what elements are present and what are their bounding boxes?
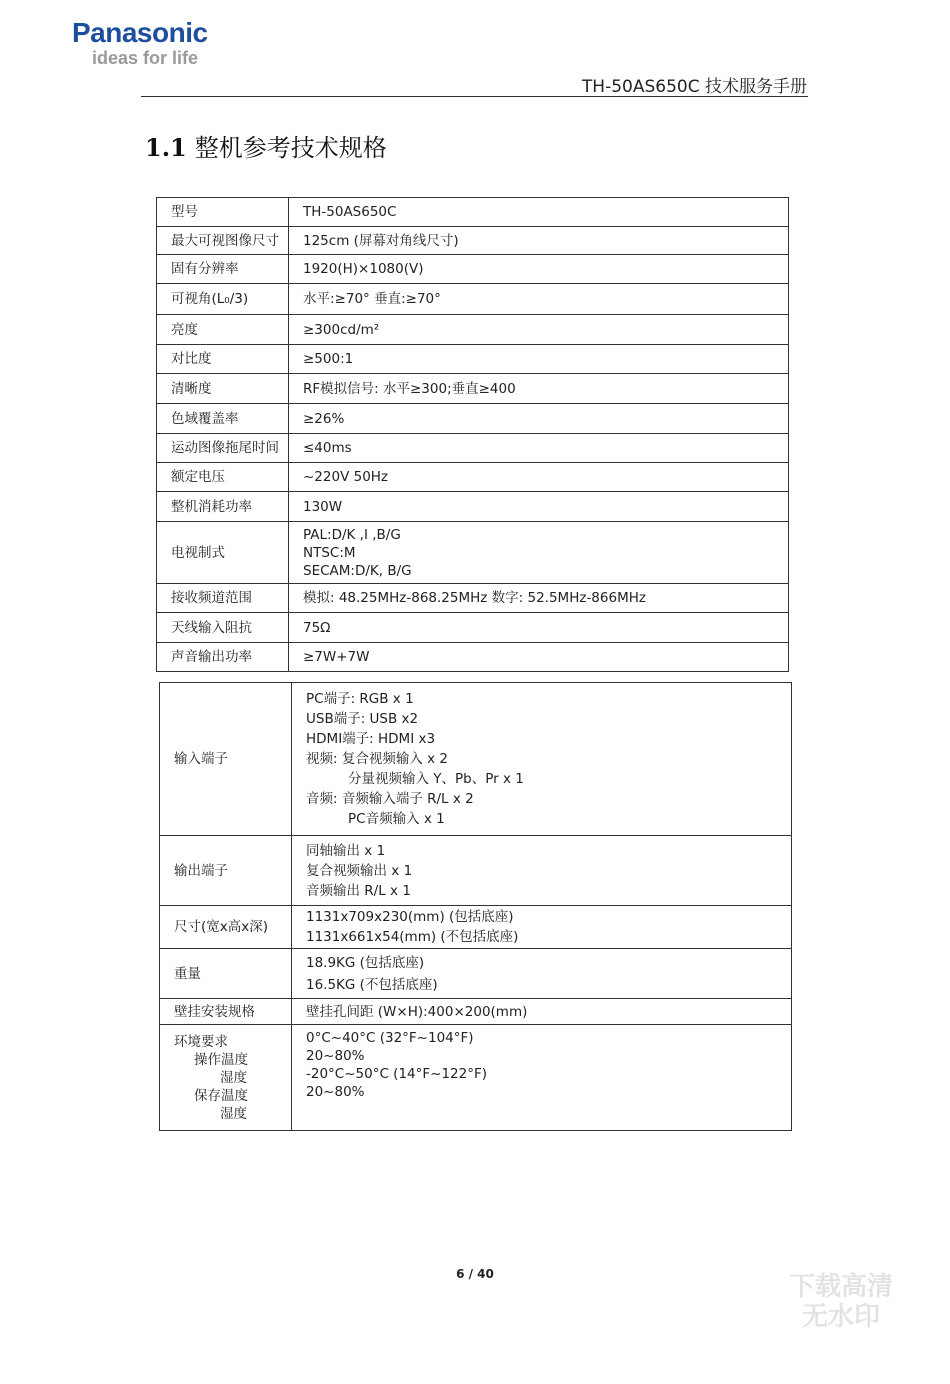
spec-value xyxy=(292,949,792,999)
spec-value: 75Ω xyxy=(289,613,789,643)
spec-label: 天线输入阻抗 xyxy=(157,613,289,643)
section-title: 整机参考技术规格 xyxy=(194,134,387,162)
spec-value xyxy=(292,683,792,836)
watermark xyxy=(786,1272,896,1332)
logo-brand-text: Panasonic xyxy=(72,17,208,48)
spec-label: 固有分辨率 xyxy=(157,255,289,284)
spec-value-line: 分量视频输入 Y、Pb、Pr x 1 xyxy=(348,771,524,787)
table-row xyxy=(157,404,789,434)
spec-value-line: PC音频输入 x 1 xyxy=(348,811,445,827)
watermark-line: 无水印 xyxy=(801,1302,880,1332)
spec-value-line: 20~80% xyxy=(306,1084,365,1100)
spec-label: 声音输出功率 xyxy=(157,643,289,672)
spec-value-line: 1131x661x54(mm) (不包括底座) xyxy=(306,929,519,945)
spec-label: 对比度 xyxy=(157,345,289,374)
section-heading xyxy=(145,128,387,163)
header-divider xyxy=(141,96,808,97)
spec-value: ≥500:1 xyxy=(289,345,789,374)
spec-value xyxy=(292,906,792,949)
spec-value: 130W xyxy=(289,492,789,522)
spec-label: 清晰度 xyxy=(157,374,289,404)
spec-value-line: 视频: 复合视频输入 x 2 xyxy=(306,751,449,767)
table-row xyxy=(160,836,792,906)
table-row xyxy=(160,949,792,999)
table-row xyxy=(157,198,789,227)
spec-label xyxy=(160,1025,292,1131)
spec-value-line: 音频: 音频输入端子 R/L x 2 xyxy=(306,791,474,807)
spec-value-line: 16.5KG (不包括底座) xyxy=(306,976,438,993)
spec-label: 输入端子 xyxy=(160,683,292,836)
spec-label: 运动图像拖尾时间 xyxy=(157,434,289,463)
spec-value-line: 18.9KG (包括底座) xyxy=(306,954,425,971)
table-row xyxy=(157,492,789,522)
spec-value-line: 0°C~40°C (32°F~104°F) xyxy=(306,1030,474,1046)
spec-label: 亮度 xyxy=(157,315,289,345)
spec-table-ports xyxy=(159,682,792,1131)
spec-label: 壁挂安装规格 xyxy=(160,999,292,1025)
panasonic-logo xyxy=(72,18,208,68)
env-sub-label: 湿度 xyxy=(220,1105,247,1122)
spec-value xyxy=(292,1025,792,1131)
watermark-line: 下载高清 xyxy=(788,1272,893,1302)
spec-value-line: 复合视频输出 x 1 xyxy=(306,862,413,879)
spec-label: 色域覆盖率 xyxy=(157,404,289,434)
env-sub-label: 保存温度 xyxy=(194,1087,248,1104)
env-sub-label: 操作温度 xyxy=(194,1051,248,1068)
spec-label: 可视角(L₀/3) xyxy=(157,284,289,315)
spec-label: 接收频道范围 xyxy=(157,584,289,613)
table-row xyxy=(157,374,789,404)
spec-label: 输出端子 xyxy=(160,836,292,906)
spec-label: 额定电压 xyxy=(157,463,289,492)
spec-value: ≤40ms xyxy=(289,434,789,463)
section-number: 1.1 xyxy=(145,133,187,162)
spec-value-line: HDMI端子: HDMI x3 xyxy=(306,731,436,747)
spec-value-line: NTSC:M xyxy=(303,544,356,561)
table-row xyxy=(157,613,789,643)
env-label-title: 环境要求 xyxy=(174,1033,228,1050)
spec-label: 型号 xyxy=(157,198,289,227)
spec-value xyxy=(289,522,789,584)
spec-value: TH-50AS650C xyxy=(289,198,789,227)
logo-tagline: ideas for life xyxy=(92,48,199,68)
spec-value-line: 同轴输出 x 1 xyxy=(306,842,386,859)
spec-value: 模拟: 48.25MHz-868.25MHz 数字: 52.5MHz-866MHz xyxy=(289,584,789,613)
document-title: TH-50AS650C 技术服务手册 xyxy=(581,77,807,97)
spec-value: RF模拟信号: 水平≥300;垂直≥400 xyxy=(289,374,789,404)
table-row xyxy=(160,1025,792,1131)
spec-value: ≥300cd/m² xyxy=(289,315,789,345)
spec-value-line: SECAM:D/K, B/G xyxy=(303,562,412,579)
spec-value-line: 音频输出 R/L x 1 xyxy=(306,882,411,899)
table-row xyxy=(157,522,789,584)
table-row xyxy=(157,463,789,492)
env-sub-label: 湿度 xyxy=(220,1069,247,1086)
spec-table-general xyxy=(156,197,789,672)
spec-label: 重量 xyxy=(160,949,292,999)
table-row xyxy=(157,315,789,345)
spec-value: 壁挂孔间距 (W×H):400×200(mm) xyxy=(292,999,792,1025)
table-row xyxy=(157,584,789,613)
spec-value-line: PAL:D/K ,I ,B/G xyxy=(303,526,401,543)
spec-value xyxy=(292,836,792,906)
spec-value: 1920(H)×1080(V) xyxy=(289,255,789,284)
spec-label: 尺寸(宽x高x深) xyxy=(160,906,292,949)
table-row xyxy=(157,284,789,315)
table-row xyxy=(160,906,792,949)
table-row xyxy=(157,227,789,255)
table-row xyxy=(157,255,789,284)
spec-value-line: 1131x709x230(mm) (包括底座) xyxy=(306,909,514,925)
spec-label: 电视制式 xyxy=(157,522,289,584)
spec-value: ~220V 50Hz xyxy=(289,463,789,492)
spec-value-line: -20°C~50°C (14°F~122°F) xyxy=(306,1066,488,1082)
spec-value-line: 20~80% xyxy=(306,1048,365,1064)
spec-value: 125cm (屏幕对角线尺寸) xyxy=(289,227,789,255)
spec-label: 最大可视图像尺寸 xyxy=(157,227,289,255)
spec-value-line: PC端子: RGB x 1 xyxy=(306,691,414,707)
table-row xyxy=(157,643,789,672)
table-row xyxy=(157,434,789,463)
spec-value: 水平:≥70° 垂直:≥70° xyxy=(289,284,789,315)
table-row xyxy=(157,345,789,374)
spec-value: ≥7W+7W xyxy=(289,643,789,672)
page-number: 6 / 40 xyxy=(456,1267,494,1281)
table-row xyxy=(160,999,792,1025)
spec-label: 整机消耗功率 xyxy=(157,492,289,522)
spec-value-line: USB端子: USB x2 xyxy=(306,711,419,727)
table-row xyxy=(160,683,792,836)
spec-value: ≥26% xyxy=(289,404,789,434)
